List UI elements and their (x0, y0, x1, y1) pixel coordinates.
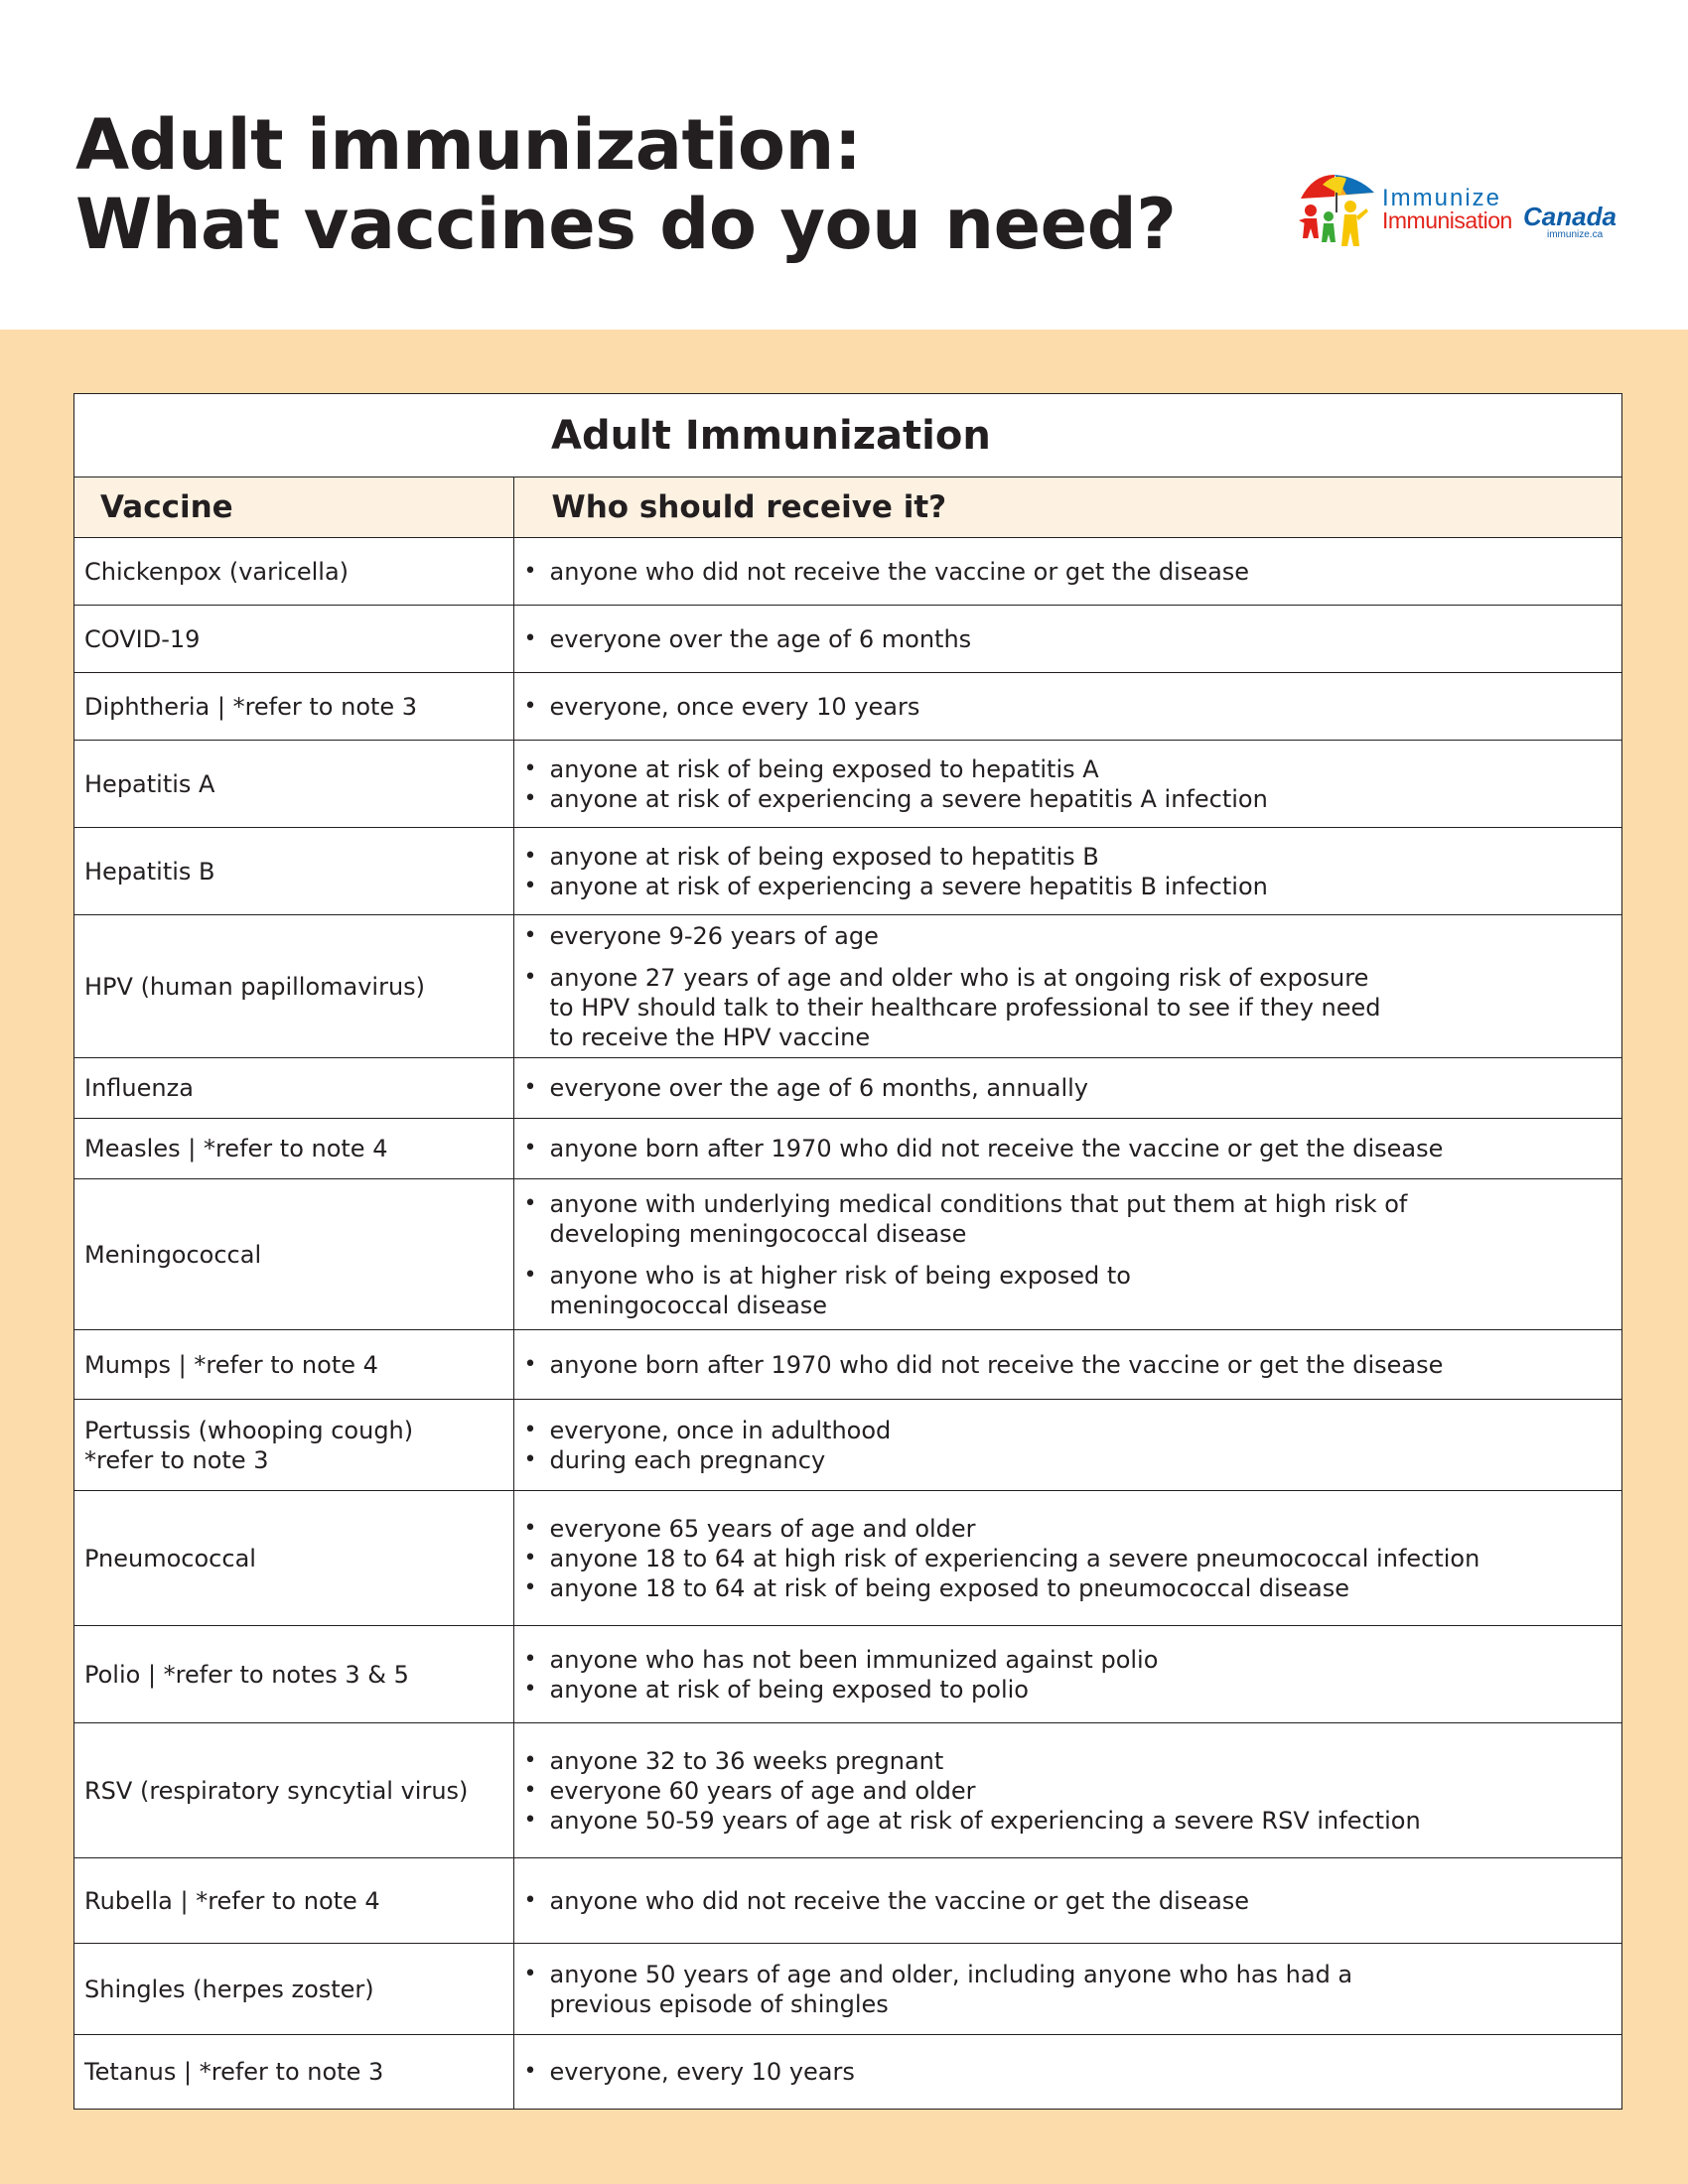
vaccine-cell (74, 2035, 513, 2109)
who-cell (513, 1330, 1621, 1400)
recipient-item: • anyone 18 to 64 at high risk of experiencing a severe pneumococcal infection (524, 1544, 1622, 1573)
vaccine-name: Meningococcal (84, 1240, 262, 1269)
who-cell (513, 1944, 1621, 2035)
who-cell (513, 538, 1621, 606)
vaccine-cell (74, 606, 513, 673)
vaccine-name: Hepatitis A (84, 769, 215, 798)
recipient-item: • anyone with underlying medical conditions that put them at high risk of developing meningococcal disease (524, 1189, 1622, 1249)
who-cell (513, 1179, 1621, 1330)
table-row (74, 915, 1621, 1058)
who-cell (513, 828, 1621, 915)
table-row (74, 2035, 1621, 2109)
recipient-list (524, 692, 1622, 722)
vaccine-name: Pneumococcal (84, 1544, 256, 1572)
vaccine-cell (74, 673, 513, 741)
recipient-item: • everyone over the age of 6 months (524, 624, 1622, 654)
table-row (74, 1944, 1621, 2035)
logo-url-text: immunize.ca (1547, 229, 1604, 240)
umbrella-family-icon (1295, 169, 1384, 252)
recipient-item: • anyone 50 years of age and older, including anyone who has had a previous episode of shingles (524, 1960, 1622, 2019)
recipient-list (524, 1350, 1622, 1380)
table-row (74, 1491, 1621, 1626)
recipient-list (524, 1645, 1622, 1705)
recipient-list (524, 557, 1622, 587)
vaccine-name: Hepatitis B (84, 857, 215, 886)
vaccine-cell (74, 1179, 513, 1330)
vaccine-name: Shingles (herpes zoster) (84, 1975, 374, 2003)
table-row (74, 1626, 1621, 1723)
recipient-list (524, 1189, 1622, 1320)
vaccine-name: COVID-19 (84, 624, 201, 653)
vaccine-name: Mumps | *refer to note 4 (84, 1350, 378, 1379)
recipient-list (524, 624, 1622, 654)
vaccine-name: RSV (respiratory syncytial virus) (84, 1776, 469, 1805)
who-cell (513, 673, 1621, 741)
table-row (74, 1400, 1621, 1491)
vaccine-name: HPV (human papillomavirus) (84, 972, 426, 1001)
table-row (74, 1179, 1621, 1330)
recipient-item: • anyone who did not receive the vaccine or get the disease (524, 1886, 1622, 1916)
table-body (74, 538, 1621, 2109)
who-cell (513, 606, 1621, 673)
who-cell (513, 1723, 1621, 1858)
page-title-line-2: What vaccines do you need? (75, 184, 1177, 265)
vaccine-name: Measles | *refer to note 4 (84, 1135, 388, 1162)
logo-canada-text: Canada (1523, 202, 1617, 231)
vaccine-cell (74, 538, 513, 606)
who-cell (513, 915, 1621, 1058)
vaccine-cell (74, 1723, 513, 1858)
recipient-list (524, 842, 1622, 901)
who-cell (513, 2035, 1621, 2109)
table-row (74, 1119, 1621, 1179)
recipient-item: • everyone, every 10 years (524, 2057, 1622, 2087)
table-caption-row (74, 394, 1621, 478)
table-row (74, 1858, 1621, 1944)
recipient-item: • everyone, once in adulthood (524, 1416, 1622, 1445)
recipient-list (524, 2057, 1622, 2087)
recipient-item: • anyone 18 to 64 at risk of being exposed to pneumococcal disease (524, 1573, 1622, 1603)
vaccine-name: Diphtheria | *refer to note 3 (84, 692, 418, 721)
recipient-list (524, 754, 1622, 814)
table-caption: Adult Immunization (74, 394, 1621, 478)
recipient-item: • anyone who did not receive the vaccine or get the disease (524, 557, 1622, 587)
vaccine-name: Chickenpox (varicella) (84, 557, 350, 586)
recipient-item: • anyone at risk of being exposed to polio (524, 1675, 1622, 1705)
table-row (74, 1330, 1621, 1400)
vaccine-cell (74, 828, 513, 915)
recipient-item: • anyone who is at higher risk of being exposed to meningococcal disease (524, 1261, 1622, 1320)
recipient-item: • anyone at risk of being exposed to hepatitis A (524, 754, 1622, 784)
recipient-item: • everyone, once every 10 years (524, 692, 1622, 722)
recipient-list (524, 1514, 1622, 1603)
vaccine-cell (74, 1944, 513, 2035)
table-row (74, 828, 1621, 915)
recipient-item: • anyone 27 years of age and older who is at ongoing risk of exposure to HPV should talk to their healthcare professional to see if they need to receive the HPV vaccine (524, 963, 1622, 1052)
vaccine-cell (74, 1400, 513, 1491)
page-header (0, 0, 1688, 330)
vaccine-name: Pertussis (whooping cough) (84, 1416, 414, 1444)
vaccine-cell (74, 1058, 513, 1119)
recipient-item: • everyone 60 years of age and older (524, 1776, 1622, 1806)
recipient-item: • everyone over the age of 6 months, annually (524, 1073, 1622, 1103)
vaccine-cell (74, 741, 513, 828)
column-header-who: Who should receive it? (513, 478, 1621, 538)
table-row (74, 1058, 1621, 1119)
who-cell (513, 1058, 1621, 1119)
vaccine-name: Polio | *refer to notes 3 & 5 (84, 1660, 409, 1689)
immunization-table (73, 393, 1622, 2110)
column-header-vaccine: Vaccine (74, 478, 513, 538)
who-cell (513, 1491, 1621, 1626)
recipient-list (524, 1960, 1622, 2019)
logo-immunisation-text: Immunisation (1382, 207, 1512, 233)
who-cell (513, 1858, 1621, 1944)
table-row (74, 673, 1621, 741)
recipient-item: • everyone 65 years of age and older (524, 1514, 1622, 1544)
recipient-item: • anyone at risk of being exposed to hepatitis B (524, 842, 1622, 872)
recipient-list (524, 1746, 1622, 1836)
recipient-item: • during each pregnancy (524, 1445, 1622, 1475)
immunization-table-grid (74, 394, 1621, 2109)
recipient-list (524, 1886, 1622, 1916)
recipient-item: • anyone at risk of experiencing a severe hepatitis A infection (524, 784, 1622, 814)
vaccine-cell (74, 1119, 513, 1179)
who-cell (513, 1119, 1621, 1179)
table-row (74, 538, 1621, 606)
recipient-item: • anyone 50-59 years of age at risk of experiencing a severe RSV infection (524, 1806, 1622, 1836)
recipient-list (524, 1416, 1622, 1475)
recipient-item: • anyone 32 to 36 weeks pregnant (524, 1746, 1622, 1776)
vaccine-name: Influenza (84, 1074, 194, 1102)
who-cell (513, 1400, 1621, 1491)
recipient-item: • anyone born after 1970 who did not receive the vaccine or get the disease (524, 1134, 1622, 1163)
vaccine-cell (74, 1626, 513, 1723)
vaccine-name: *refer to note 3 (84, 1445, 269, 1474)
vaccine-cell (74, 1491, 513, 1626)
immunize-canada-logo (1295, 169, 1622, 252)
recipient-item: • everyone 9-26 years of age (524, 921, 1622, 951)
page-title (75, 105, 1176, 264)
recipient-item: • anyone born after 1970 who did not receive the vaccine or get the disease (524, 1350, 1622, 1380)
recipient-list (524, 1134, 1622, 1163)
recipient-list (524, 921, 1622, 1052)
recipient-item: • anyone who has not been immunized against polio (524, 1645, 1622, 1675)
vaccine-cell (74, 1330, 513, 1400)
vaccine-name: Tetanus | *refer to note 3 (84, 2057, 384, 2086)
recipient-list (524, 1073, 1622, 1103)
table-header-row (74, 478, 1621, 538)
vaccine-cell (74, 915, 513, 1058)
page-title-line-1: Adult immunization: (75, 104, 862, 186)
vaccine-cell (74, 1858, 513, 1944)
who-cell (513, 741, 1621, 828)
who-cell (513, 1626, 1621, 1723)
recipient-item: • anyone at risk of experiencing a severe hepatitis B infection (524, 872, 1622, 901)
table-row (74, 741, 1621, 828)
table-row (74, 606, 1621, 673)
table-row (74, 1723, 1621, 1858)
vaccine-name: Rubella | *refer to note 4 (84, 1886, 380, 1915)
logo-immunize-text: Immunize (1382, 185, 1502, 211)
